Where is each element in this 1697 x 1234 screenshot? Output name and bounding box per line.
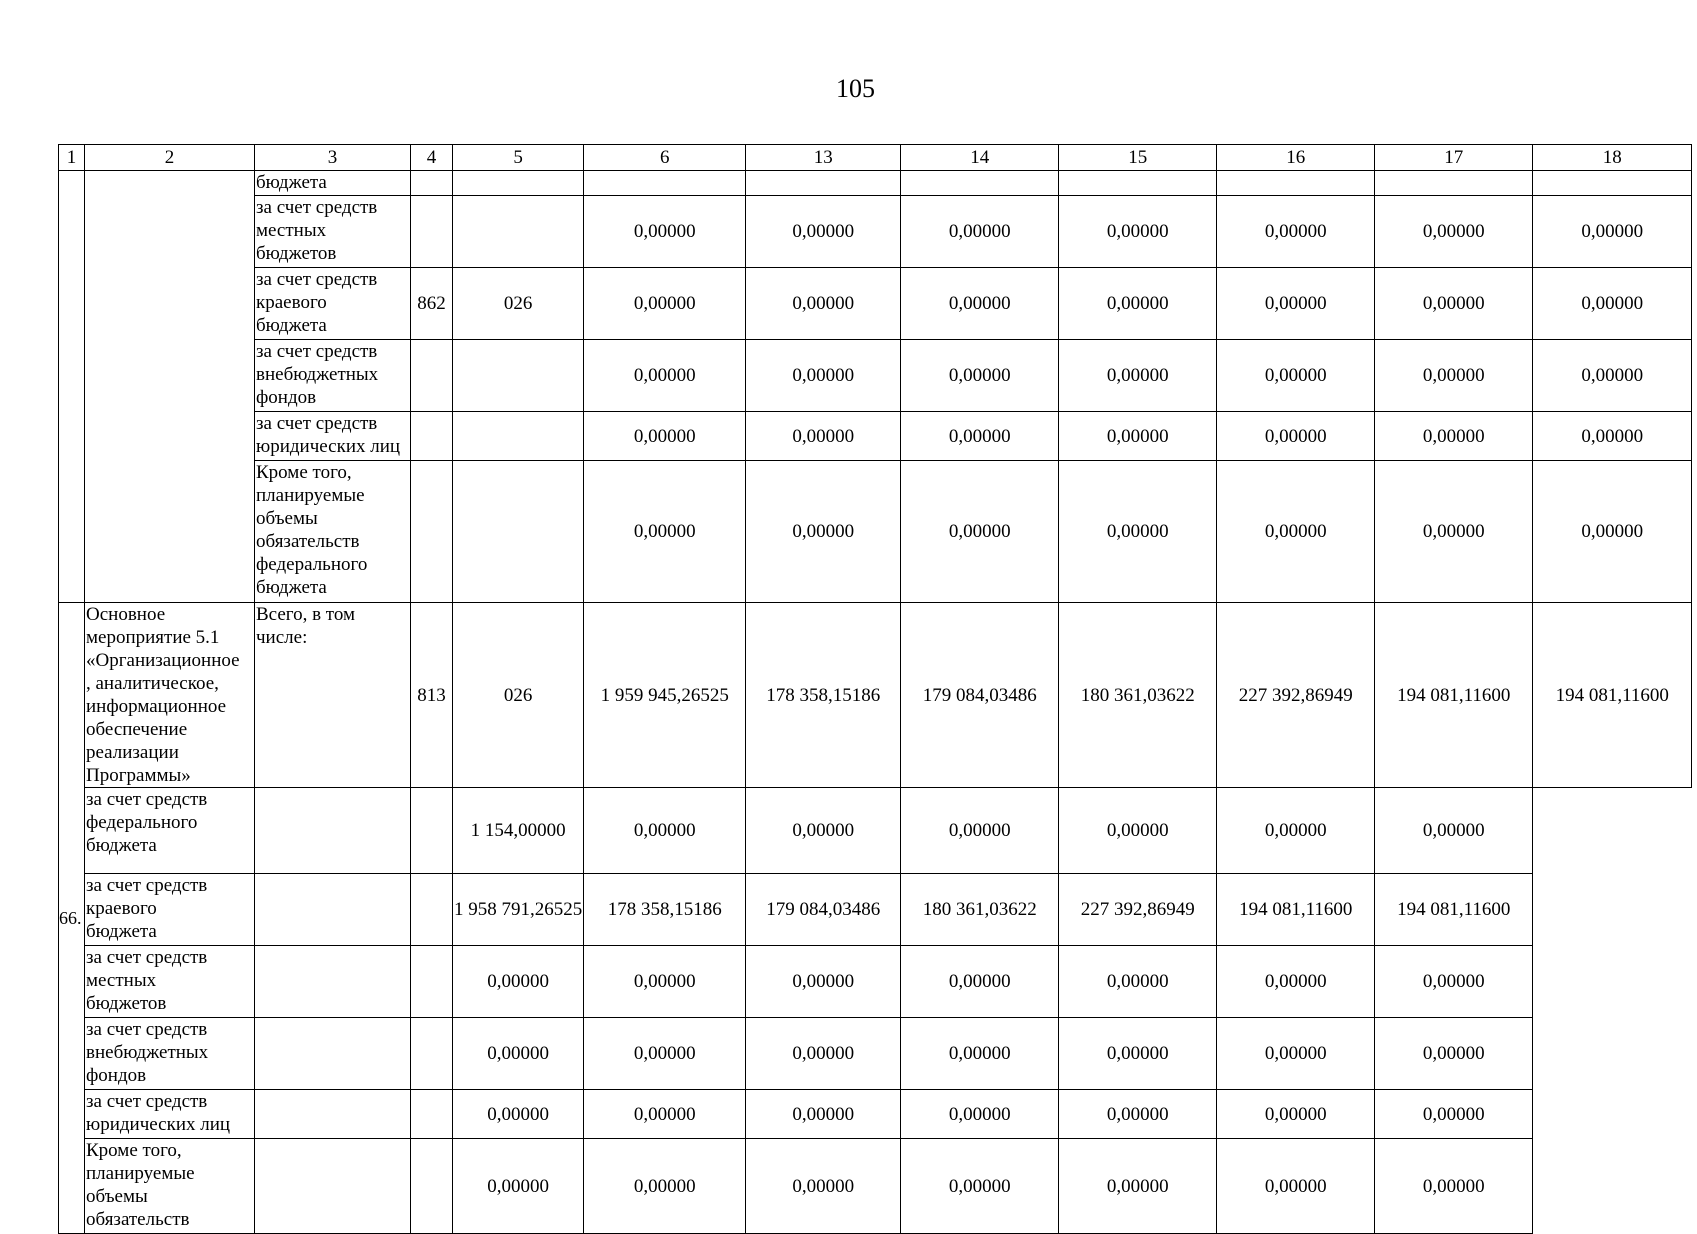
value-cell: 0,00000: [746, 461, 901, 603]
value-cell: 0,00000: [901, 788, 1059, 874]
value-cell: 227 392,86949: [1059, 874, 1217, 946]
source-line: реализации: [86, 742, 179, 763]
value-cell: 1 958 791,26525: [453, 874, 584, 946]
source-line: местных: [86, 970, 157, 991]
source-cell: [255, 340, 411, 412]
value-cell: 0,00000: [746, 412, 901, 461]
name-cell: [85, 171, 255, 603]
value-cell: 0,00000: [901, 412, 1059, 461]
value-cell: [1533, 171, 1692, 196]
source-cell: [85, 788, 255, 874]
value-cell: 0,00000: [901, 196, 1059, 268]
header-cell: 4: [411, 145, 453, 171]
code-cell: 862: [411, 268, 453, 340]
source-line: за счет средств: [86, 947, 208, 968]
header-cell: 14: [901, 145, 1059, 171]
header-cell: 5: [453, 145, 584, 171]
source-line: местных: [256, 220, 327, 241]
value-cell: 0,00000: [1217, 946, 1375, 1018]
value-cell: 0,00000: [1375, 1090, 1533, 1139]
code-cell: [255, 946, 411, 1018]
code-cell: [411, 874, 453, 946]
table-row: [59, 1139, 1692, 1234]
value-cell: 0,00000: [1375, 946, 1533, 1018]
value-cell: 0,00000: [584, 412, 746, 461]
value-cell: 0,00000: [584, 1018, 746, 1090]
source-cell: [255, 196, 411, 268]
header-cell: 13: [746, 145, 901, 171]
table-row: [59, 1018, 1692, 1090]
value-cell: 0,00000: [1059, 788, 1217, 874]
header-cell: 17: [1375, 145, 1533, 171]
source-line: федерального: [256, 554, 368, 575]
row-number-cell: 66.: [59, 603, 85, 1234]
source-line: за счет средств: [256, 197, 378, 218]
source-line: юридических лиц: [86, 1114, 231, 1135]
source-line: Основное: [86, 604, 166, 625]
source-line: бюджета: [256, 172, 327, 193]
code-cell: [453, 412, 584, 461]
header-cell: 2: [85, 145, 255, 171]
value-cell: 1 154,00000: [453, 788, 584, 874]
value-cell: 0,00000: [1533, 340, 1692, 412]
source-line: Всего, в том: [256, 604, 356, 625]
table-row: [59, 171, 1692, 196]
value-cell: [584, 171, 746, 196]
source-line: объемы: [256, 508, 318, 529]
source-line: внебюджетных: [86, 1042, 209, 1063]
source-line: бюджета: [256, 577, 327, 598]
value-cell: 0,00000: [1059, 1139, 1217, 1234]
value-cell: 0,00000: [901, 340, 1059, 412]
value-cell: 0,00000: [453, 1018, 584, 1090]
value-cell: 0,00000: [1217, 196, 1375, 268]
table-row: [59, 340, 1692, 412]
page-number: 105: [836, 74, 875, 103]
value-cell: 0,00000: [746, 340, 901, 412]
value-cell: 178 358,15186: [584, 874, 746, 946]
source-line: федерального: [86, 812, 198, 833]
value-cell: 0,00000: [746, 946, 901, 1018]
value-cell: 0,00000: [1375, 1139, 1533, 1234]
value-cell: 0,00000: [584, 196, 746, 268]
value-cell: 179 084,03486: [901, 603, 1059, 788]
table-row: [59, 268, 1692, 340]
value-cell: [1375, 171, 1533, 196]
value-cell: [746, 171, 901, 196]
source-cell: [255, 412, 411, 461]
source-line: за счет средств: [256, 269, 378, 290]
value-cell: [901, 171, 1059, 196]
source-line: юридических лиц: [256, 436, 401, 457]
value-cell: 0,00000: [746, 1018, 901, 1090]
value-cell: 179 084,03486: [746, 874, 901, 946]
value-cell: 0,00000: [1217, 268, 1375, 340]
code-cell: [255, 1139, 411, 1234]
value-cell: 0,00000: [1059, 412, 1217, 461]
value-cell: 0,00000: [1059, 1018, 1217, 1090]
source-line: числе:: [256, 627, 308, 648]
value-cell: 180 361,03622: [1059, 603, 1217, 788]
table-row: [59, 874, 1692, 946]
code-cell: [411, 1090, 453, 1139]
code-cell: [255, 874, 411, 946]
table-row: [59, 946, 1692, 1018]
source-line: планируемые: [86, 1163, 195, 1184]
value-cell: 0,00000: [584, 268, 746, 340]
code-cell: [411, 946, 453, 1018]
source-cell: [255, 461, 411, 603]
source-cell: [85, 1090, 255, 1139]
source-cell: [255, 268, 411, 340]
header-cell: 6: [584, 145, 746, 171]
source-line: бюджета: [256, 315, 327, 336]
number-cell: [59, 171, 85, 603]
code-cell: [411, 412, 453, 461]
value-cell: 0,00000: [453, 1139, 584, 1234]
source-line: планируемые: [256, 485, 365, 506]
source-line: обязательств: [256, 531, 360, 552]
value-cell: 0,00000: [746, 788, 901, 874]
value-cell: 0,00000: [1375, 788, 1533, 874]
source-line: обеспечение: [86, 719, 188, 740]
code-cell: [411, 1018, 453, 1090]
code-cell: [411, 171, 453, 196]
value-cell: 0,00000: [1059, 1090, 1217, 1139]
source-line: обязательств: [86, 1209, 190, 1230]
value-cell: 0,00000: [1533, 461, 1692, 603]
value-cell: 0,00000: [901, 1018, 1059, 1090]
source-line: бюджетов: [86, 993, 167, 1014]
value-cell: 0,00000: [1059, 196, 1217, 268]
source-line: бюджета: [86, 835, 157, 856]
value-cell: 0,00000: [584, 1090, 746, 1139]
source-cell: [85, 946, 255, 1018]
value-cell: 0,00000: [746, 1090, 901, 1139]
value-cell: 0,00000: [1059, 946, 1217, 1018]
value-cell: 0,00000: [1217, 1018, 1375, 1090]
source-line: фондов: [86, 1065, 147, 1086]
source-line: за счет средств: [86, 789, 208, 810]
source-line: «Организационное: [86, 650, 240, 671]
value-cell: 0,00000: [1217, 788, 1375, 874]
code-cell: [411, 788, 453, 874]
value-cell: 0,00000: [901, 946, 1059, 1018]
value-cell: 0,00000: [1533, 412, 1692, 461]
value-cell: 0,00000: [453, 1090, 584, 1139]
value-cell: 0,00000: [1375, 461, 1533, 603]
source-line: за счет средств: [256, 341, 378, 362]
value-cell: 0,00000: [1375, 196, 1533, 268]
value-cell: 0,00000: [1533, 268, 1692, 340]
value-cell: 178 358,15186: [746, 603, 901, 788]
table-row: [59, 1090, 1692, 1139]
value-cell: [1059, 171, 1217, 196]
code-cell: [411, 1139, 453, 1234]
value-cell: 0,00000: [901, 1090, 1059, 1139]
header-cell: 1: [59, 145, 85, 171]
source-line: за счет средств: [86, 875, 208, 896]
table-row: [59, 196, 1692, 268]
code-cell: 813: [411, 603, 453, 788]
code-cell: [453, 171, 584, 196]
code-cell: [453, 340, 584, 412]
source-cell: [85, 874, 255, 946]
table-row: [59, 603, 1692, 788]
value-cell: 0,00000: [1375, 1018, 1533, 1090]
value-cell: 194 081,11600: [1217, 874, 1375, 946]
value-cell: 0,00000: [1217, 1090, 1375, 1139]
source-line: объемы: [86, 1186, 148, 1207]
value-cell: 0,00000: [1533, 196, 1692, 268]
source-line: Программы»: [86, 765, 191, 786]
value-cell: 0,00000: [746, 196, 901, 268]
table-row: [59, 461, 1692, 603]
source-line: за счет средств: [86, 1019, 208, 1040]
value-cell: 0,00000: [1059, 340, 1217, 412]
source-cell: [85, 1018, 255, 1090]
value-cell: 0,00000: [901, 461, 1059, 603]
value-cell: 0,00000: [584, 1139, 746, 1234]
header-cell: 16: [1217, 145, 1375, 171]
code-cell: 026: [453, 603, 584, 788]
code-cell: 026: [453, 268, 584, 340]
source-line: фондов: [256, 387, 317, 408]
value-cell: 0,00000: [901, 1139, 1059, 1234]
value-cell: 194 081,11600: [1533, 603, 1692, 788]
value-cell: 0,00000: [584, 340, 746, 412]
source-line: бюджета: [86, 921, 157, 942]
value-cell: 0,00000: [1059, 268, 1217, 340]
value-cell: 0,00000: [1375, 268, 1533, 340]
value-cell: 0,00000: [584, 461, 746, 603]
code-cell: [453, 196, 584, 268]
value-cell: 0,00000: [746, 268, 901, 340]
value-cell: 0,00000: [1375, 340, 1533, 412]
budget-table: [58, 144, 1692, 1234]
code-cell: [255, 788, 411, 874]
value-cell: 0,00000: [1217, 461, 1375, 603]
value-cell: 0,00000: [584, 788, 746, 874]
source-cell: [255, 171, 411, 196]
value-cell: [1217, 171, 1375, 196]
source-line: мероприятие 5.1: [86, 627, 220, 648]
code-cell: [411, 340, 453, 412]
source-line: внебюджетных: [256, 364, 379, 385]
code-cell: [255, 1018, 411, 1090]
source-line: краевого: [256, 292, 327, 313]
header-cell: 3: [255, 145, 411, 171]
code-cell: [411, 196, 453, 268]
table-row: [59, 788, 1692, 874]
header-cell: 15: [1059, 145, 1217, 171]
value-cell: 180 361,03622: [901, 874, 1059, 946]
source-line: , аналитическое,: [86, 673, 219, 694]
activity-name-cell: [85, 603, 255, 788]
source-line: Кроме того,: [86, 1140, 182, 1161]
table-body: [59, 145, 1692, 1234]
value-cell: 0,00000: [1217, 340, 1375, 412]
value-cell: 194 081,11600: [1375, 603, 1533, 788]
code-cell: [255, 1090, 411, 1139]
value-cell: 0,00000: [1059, 461, 1217, 603]
source-cell: [255, 603, 411, 788]
value-cell: 0,00000: [901, 268, 1059, 340]
source-line: краевого: [86, 898, 157, 919]
value-cell: 227 392,86949: [1217, 603, 1375, 788]
header-cell: 18: [1533, 145, 1692, 171]
value-cell: 0,00000: [1375, 412, 1533, 461]
code-cell: [453, 461, 584, 603]
source-line: информационное: [86, 696, 227, 717]
value-cell: 0,00000: [584, 946, 746, 1018]
value-cell: 0,00000: [746, 1139, 901, 1234]
value-cell: 0,00000: [453, 946, 584, 1018]
value-cell: 194 081,11600: [1375, 874, 1533, 946]
value-cell: 1 959 945,26525: [584, 603, 746, 788]
code-cell: [411, 461, 453, 603]
source-line: Кроме того,: [256, 462, 352, 483]
table-row: [59, 412, 1692, 461]
header-row: [59, 145, 1692, 171]
source-cell: [85, 1139, 255, 1234]
source-line: за счет средств: [256, 413, 378, 434]
value-cell: 0,00000: [1217, 1139, 1375, 1234]
source-line: за счет средств: [86, 1091, 208, 1112]
source-line: бюджетов: [256, 243, 337, 264]
value-cell: 0,00000: [1217, 412, 1375, 461]
